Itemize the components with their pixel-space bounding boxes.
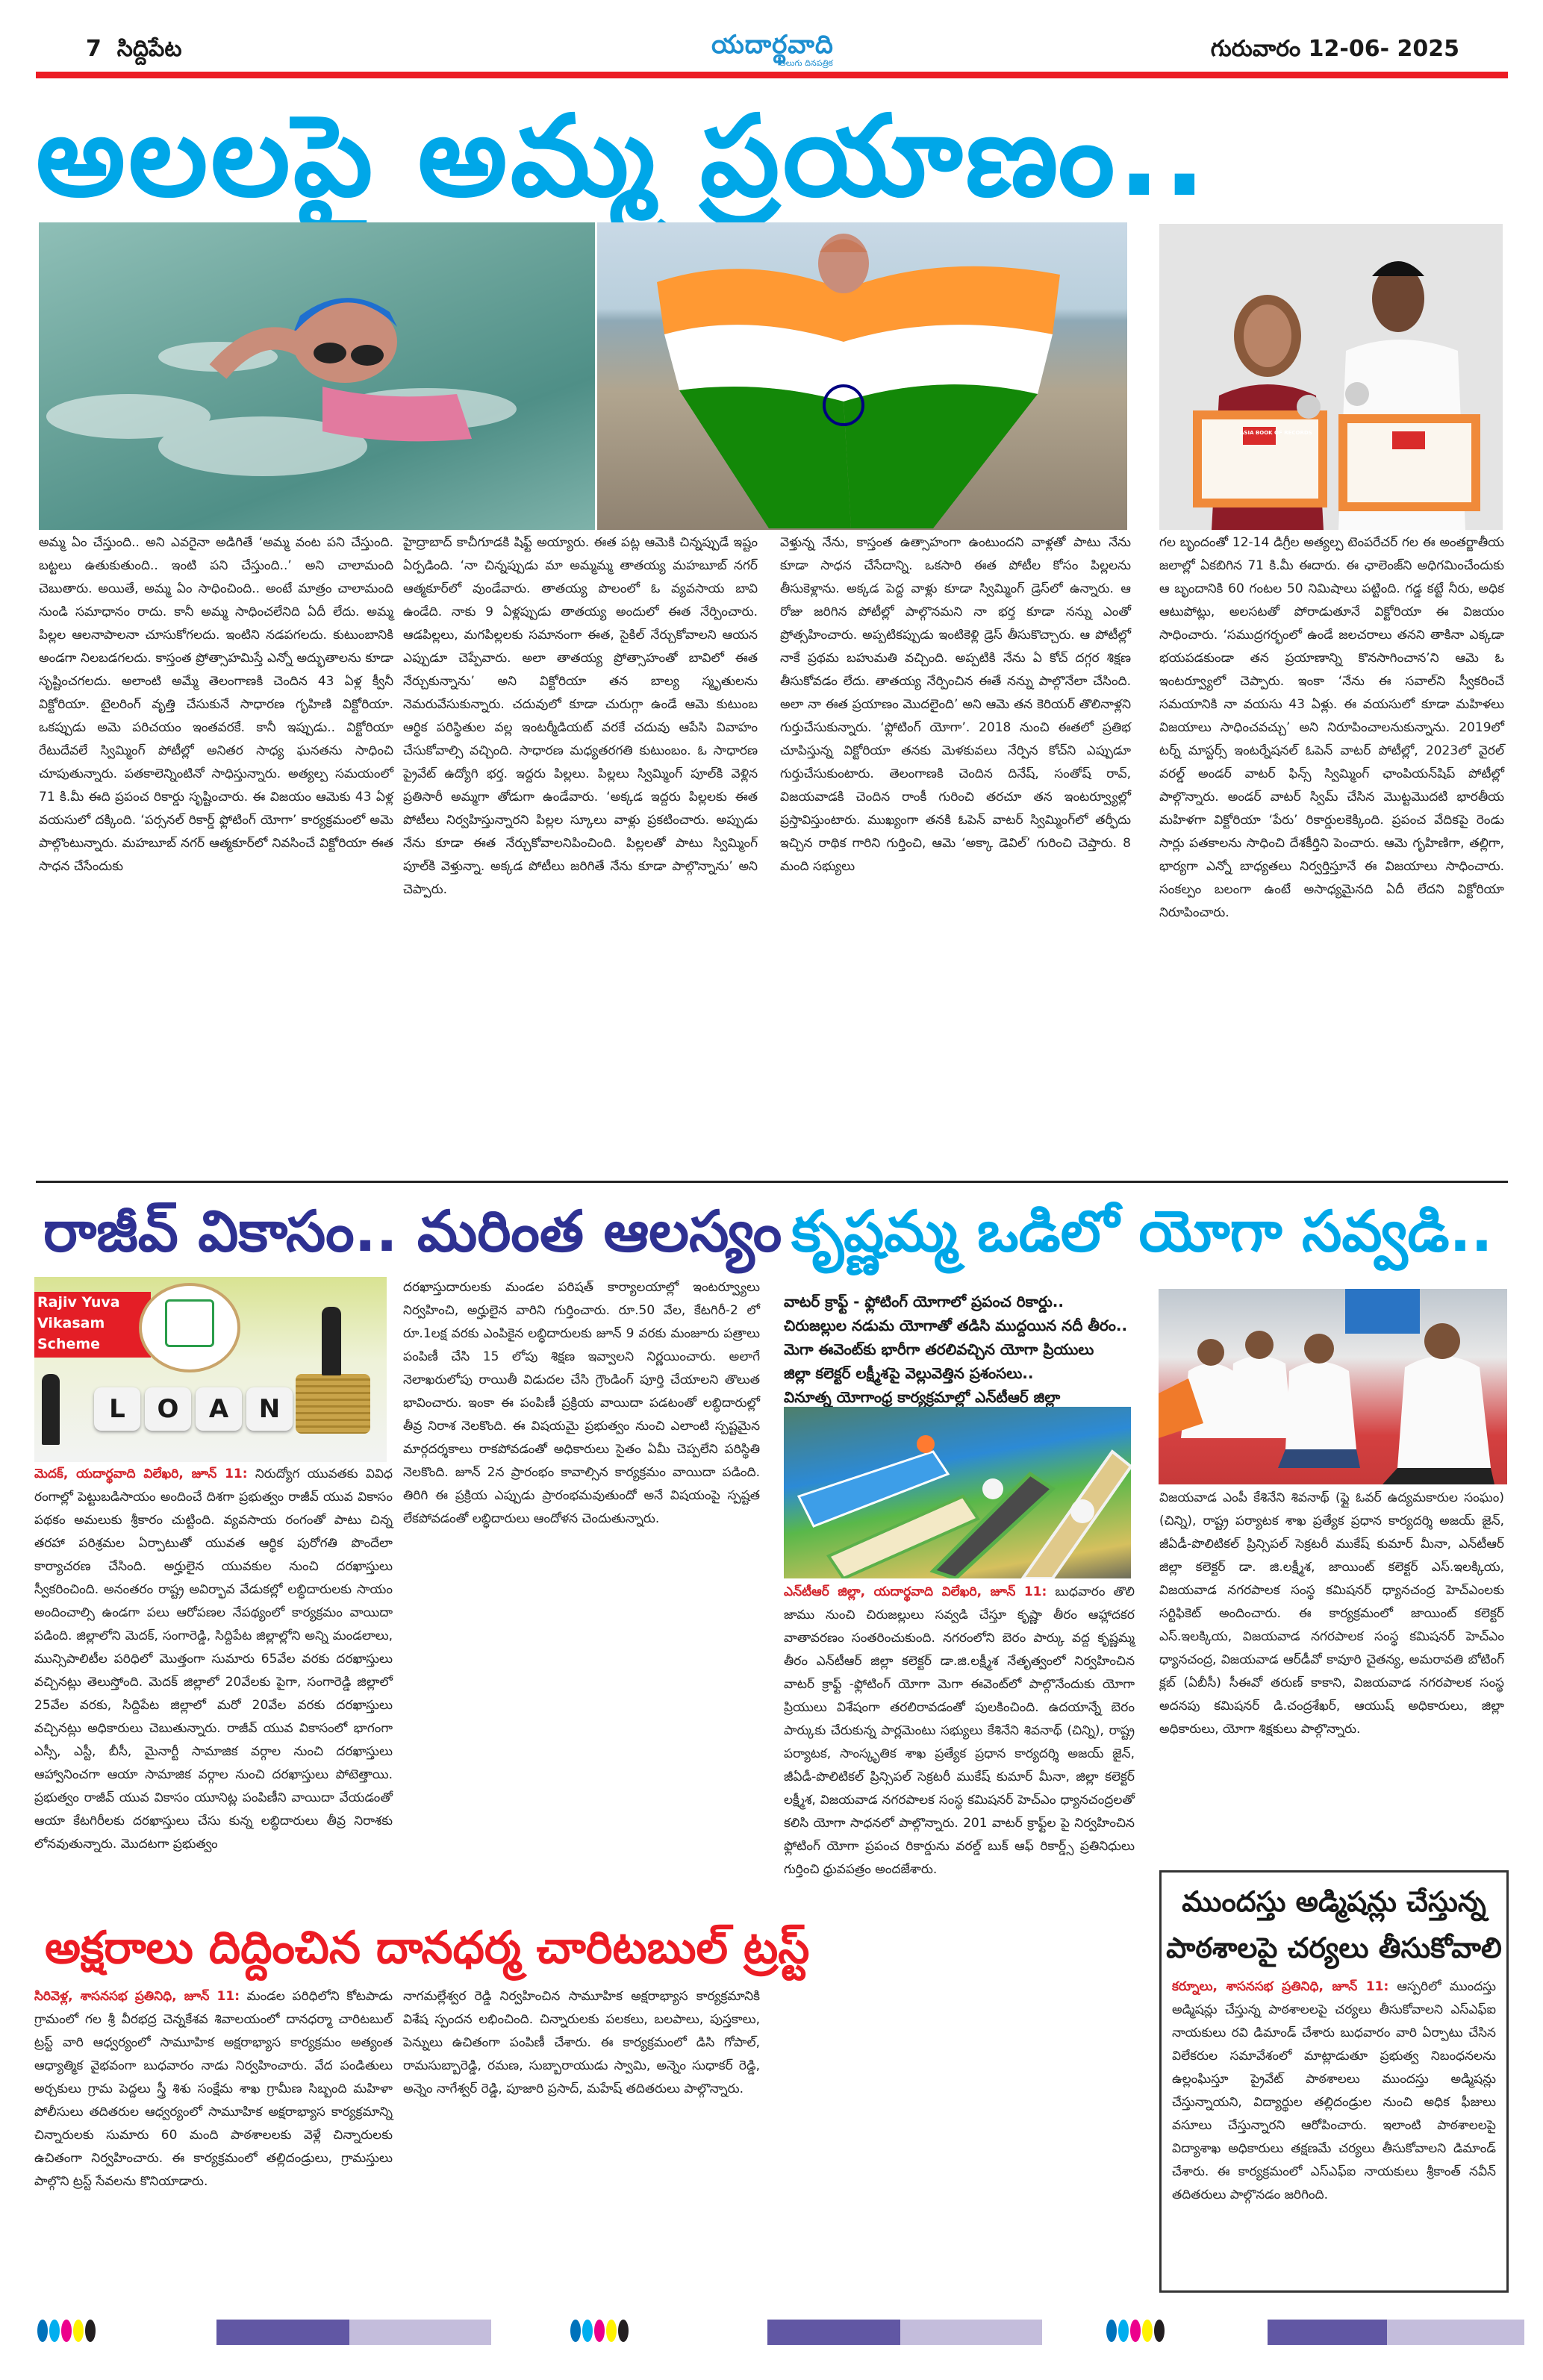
flag-illustration <box>597 222 1127 530</box>
newspaper-logo <box>676 31 870 70</box>
lead-column-4-text: గల బృందంతో 12-14 డిగ్రీల అత్యల్ప టెంపరేచర్ గల ఈ అంతర్జాతీయ జలాల్లో ఏకబిగిన 71 కి.మీ ఈదారు. ఈ ఛాలెంజ్‌ని అధిగమించేందుకు ఆ బృందానికి 60 గంటల 50 నిమిషాలు పట్టింది. గడ్డ కట్టే నీరు, అధిక ఆటుపోట్లు, అలసటతో పోరాడుతూనే విక్టోరియా ఈ విజయం సాధించారు. ‘సముద్రగర్భంలో ఉండే జలచరాలు తనని తాకినా ఎక్కడా భయపడకుండా తన ప్రయాణాన్ని కొనసాగించాన’ని ఆమె ఓ ఇంటర్వ్యూలో చెప్పారు. ఇంకా ‘నేను ఈ సవాల్‌ని స్వీకరించే సమయానికి నా వయసు 43 ఏళ్లు. ఈ వయసులో కూడా మహిళలు విజయాలు సాధించవచ్చు’ అని నిరూపించాలనుకున్నాను. 2019లో టర్న్ మాస్టర్స్ ఇంటర్నేషనల్ ఓపెన్ వాటర్ పోటీల్లో, 2023లో వైరల్ వరల్డ్ అండర్ వాటర్ ఫిన్స్ స్విమ్మింగ్ ఛాంపియన్‌షిప్ పోటీల్లో పాల్గొన్నారు. అండర్ వాటర్ స్విమ్ చేసిన మొట్టమొదటి భారతీయ మహిళగా విక్టోరియా ‘పేరు’ రికార్డులకెక్కింది. ప్రపంచ వేదికపై రెండు సార్లు పతకాలను సాధించి దేశకీర్తిని పెంచారు. ఆమె గృహిణిగా, తల్లిగా, భార్యగా ఎన్నో బాధ్యతలు నిర్వర్తిస్తూనే ఈ విజయాలు సాధించారు. సంకల్పం బలంగా ఉంటే అసాధ్యమైనది ఏదీ లేదని విక్టోరియా నిరూపించారు. <box>1159 535 1504 920</box>
page-section: సిద్దిపేట <box>116 36 182 62</box>
yoga-subhead: జిల్లా కలెక్టర్ లక్ష్మీశపై వెల్లువెత్తిన ప్రశంసలు.. <box>784 1364 1034 1382</box>
dice-letter: N <box>246 1387 293 1431</box>
scheme-banner-line-2: Vikasam <box>37 1315 105 1331</box>
dice-letter: A <box>196 1387 242 1431</box>
registration-marks <box>37 2320 96 2342</box>
logo-tagline: తెలుగు దినపత్రిక <box>779 58 833 68</box>
admissions-story-box <box>1159 1870 1509 2293</box>
loan-dice <box>94 1387 293 1431</box>
cmyk-dot <box>1118 2320 1129 2342</box>
lead-column-1 <box>39 531 393 1173</box>
swimmer-photo <box>39 222 595 530</box>
cmyk-dot <box>85 2320 96 2342</box>
scheme-banner-line-1: Rajiv Yuva <box>37 1294 120 1311</box>
businessman-figure-icon <box>322 1307 341 1375</box>
lead-column-3 <box>780 531 1131 1173</box>
yoga-column-1-text: బుధవారం తొలి జాము నుంచి చిరుజల్లులు సవ్వడి చేస్తూ కృష్ణా తీరం ఆహ్లాదకర వాతావరణం సంతరించుకుంది. నగరంలోని బెరం పార్కు వద్ద కృష్ణమ్మ తీరం ఎన్‌టీఆర్ జిల్లా కలెక్టర్ డా.జి.లక్ష్మీశ నేతృత్వంలో నిర్వహించిన వాటర్ క్రాఫ్ట్ -ఫ్లోటింగ్ యోగా మెగా ఈవెంట్‌లో పాల్గొనేందుకు యోగా ప్రియులు విశేషంగా తరలిరావడంతో పులకించింది. ఉదయాన్నే బెరం పార్కుకు చేరుకున్న పార్లమెంటు సభ్యులు కేశినేని శివనాథ్ (చిన్ని), రాష్ట్ర పర్యాటక, సాంస్కృతిక శాఖ ప్రత్యేక ప్రధాన కార్యదర్శి అజయ్ జైన్, జీఏడీ-పొలిటికల్ ప్రిన్సిపల్ సెక్రటరీ ముకేష్ కుమార్ మీనా, జిల్లా కలెక్టర్ లక్ష్మీశ, విజయవాడ నగరపాలక సంస్థ కమిషనర్ హెచ్ఎం ధ్యానచంద్రలతో కలిసి యోగా సాధనలో పాల్గొన్నారు. 201 వాటర్ క్రాఫ్ట్‌ల పై నిర్వహించిన ఫ్లోటింగ్ యోగా ప్రపంచ రికార్డును వరల్డ్ బుక్ ఆఫ్ రికార్డ్స్ ప్రతినిధులు గుర్తించి ధ్రువపత్రం అందజేశారు. <box>784 1584 1135 1877</box>
cmyk-dot <box>1142 2320 1153 2342</box>
color-bar <box>1268 2320 1524 2345</box>
lead-headline: అలలపై అమ్మ ప్రయాణం.. <box>36 92 1209 222</box>
lead-column-2-text: హైద్రాబాద్ కాచీగూడకి షిఫ్ట్ అయ్యారు. ఈత పట్ల ఆమెకి చిన్నప్పుడే ఇష్టం ఏర్పడింది. ‘నా చిన్నప్పుడు మా అమ్మమ్మ తాతయ్య మహబూబ్ నగర్ ఆత్మకూర్‌లో వుండేవారు. తాతయ్య పొలంలో ఓ వ్యవసాయ బావి ఉండేది. నాకు 9 ఏళ్లప్పుడు తాతయ్య అందులో ఈత నేర్పించారు. ఆడపిల్లలు, మగపిల్లలకు సమానంగా ఈత, సైకిల్ నేర్చుకోవాలని ఆయన ఎప్పుడూ చెప్పేవారు. అలా తాతయ్య ప్రోత్సాహంతో బావిలో ఈత నేర్చుకున్నాను’ అని విక్టోరియా తన బాల్య స్మృతులను నెమరువేసుకున్నారు. చదువులో కూడా చురుగ్గా ఉండే ఆమె కుటుంబ ఆర్థిక పరిస్థితుల వల్ల ఇంటర్మీడియట్ వరకే చదువు ఆపేసి వివాహం చేసుకోవాల్సి వచ్చింది. సాధారణ మధ్యతరగతి కుటుంబం. ఓ సాధారణ ప్రైవేట్ ఉద్యోగి భర్త. ఇద్దరు పిల్లలు. పిల్లలు స్విమ్మింగ్ పూల్‌కి వెళ్లిన ప్రతిసారీ అమ్మగా తోడుగా ఉండేవారు. ‘అక్కడ ఇద్దరు పిల్లలకు ఈత పోటీలు నిర్వహిస్తున్నారని పిల్లల స్కూలు వాళ్లు ప్రకటించారు. అప్పుడు నేను కూడా ఈత నేర్చుకోవాలనిపించింది. పిల్లలతో పాటు స్విమ్మింగ్ పూల్‌కి వెళ్తున్నా. అక్కడ పోటీలు జరిగితే నేను కూడా పాల్గొన్నాను’ అని చెప్పారు. <box>403 535 758 897</box>
scheme-banner-line-3: Scheme <box>37 1336 101 1352</box>
rajiv-column-2 <box>403 1276 760 1843</box>
page-number: 7 <box>86 36 102 62</box>
rajiv-column-1 <box>34 1463 393 1852</box>
yoga-column-1 <box>784 1581 1135 2312</box>
rajiv-dateline: మెదక్, యదార్థవాది విలేఖరి, జూన్ 11: <box>34 1467 248 1481</box>
yoga-column-2 <box>1159 1487 1504 1860</box>
lead-column-3-text: వెళ్తున్న నేను, కాస్తంత ఉత్సాహంగా ఉంటుందని వాళ్లతో పాటు నేను కూడా సాధన చేసేదాన్ని. ఒకసారి ఈత పోటీల కోసం పిల్లలను తీసుకెళ్లాను. అక్కడ పెద్ద వాళ్లు కూడా స్విమ్మింగ్ డ్రెస్‌లో ఉన్నారు. ఆ రోజు జరిగిన పోటీల్లో పాల్గొనమని నా భర్త కూడా నన్ను ఎంతో ప్రోత్సహించారు. అప్పటికప్పుడు ఇంటికెళ్లి డ్రెస్ తీసుకొచ్చారు. ఆ పోటీల్లో నాకే ప్రథమ బహుమతి వచ్చింది. అప్పటికి నేను ఏ కోచ్ దగ్గర శిక్షణ తీసుకోవడం లేదు. తాతయ్య నేర్పించిన ఈతే నన్ను పాల్గొనేలా చేసింది. అలా నా ఈత ప్రయాణం మొదలైంది’ అని ఆమె తన కెరియర్ తొలినాళ్లని గుర్తుచేసుకున్నారు. ‘ఫ్లోటింగ్ యోగా’. 2018 నుంచి ఈతలో ప్రతిభ చూపిస్తున్న విక్టోరియా తనకు మెళకువలు నేర్పిన కోచ్‌ని ఎప్పుడూ గుర్తుచేసుకుంటారు. తెలంగాణకి చెందిన దినేష్, సంతోష్ రావ్, విజయవాడకి చెందిన రాంకీ గురించి తరచూ తన ఇంటర్వ్యూల్లో ప్రస్తావిస్తుంటారు. ముఖ్యంగా తనకి ఓపెన్ వాటర్ స్విమ్మింగ్‌లో తర్ఫీదు ఇచ్చిన రాథిక గారిని గుర్తించి, ఆమె ‘అక్కా డెవిల్’ గురించి చెప్తారు. 8 మంది సభ్యులు <box>780 535 1131 874</box>
yoga-subhead: వాటర్ క్రాఫ్ట్ - ఫ్లోటింగ్ యోగాలో ప్రపంచ రికార్డు.. <box>784 1293 1064 1311</box>
certificate-label: ASIA BOOK OF RECORDS <box>1240 430 1312 436</box>
cmyk-dot <box>582 2320 593 2342</box>
color-bar <box>767 2320 1042 2345</box>
boats-yoga-photo <box>784 1407 1131 1578</box>
yoga-subhead: మెగా ఈవెంట్‌కు భారీగా తరలివచ్చిన యోగా ప్రియులు <box>784 1340 1094 1358</box>
officials-yoga-photo <box>1159 1289 1507 1484</box>
certificate-photo <box>1159 224 1503 530</box>
rajiv-headline: రాజీవ్ వికాసం.. మరింత ఆలస్యం <box>43 1198 782 1264</box>
cmyk-dot <box>61 2320 72 2342</box>
officials-illustration <box>1159 1289 1507 1484</box>
lead-column-1-text: అమ్మ ఏం చేస్తుంది.. అని ఎవరైనా అడిగితే ‘అమ్మ వంట పని చేస్తుంది. బట్టలు ఉతుకుతుంది.. ఇంటి పని చేస్తుంది..’ అని చాలామంది చెబుతారు. అయితే, అమ్మ ఏం సాధించింది.. అంటే మాత్రం చాలామంది నుండి సమాధానం రాదు. కానీ అమ్మ సాధించలేనిది ఏదీ లేదు. అమ్మ పిల్లల ఆలనాపాలనా చూసుకోగలదు. ఇంటిని నడపగలదు. కుటుంబానికి అండగా నిలబడగలదు. కాస్తంత ప్రోత్సాహమిస్తే ఎన్నో అద్భుతాలను కూడా సృష్టించగలదు. అలాంటి అమ్మే తెలంగాణకి చెందిన 43 ఏళ్ల క్వీనీ విక్టోరియా. టైలరింగ్ వృత్తి చేసుకునే సాధారణ గృహిణి విక్టోరియా. ఒకప్పుడు అమె పరిచయం ఇంతవరకే. కానీ ఇప్పుడు.. విక్టోరియా రేటుదేవలే స్విమ్మింగ్ పోటీల్లో అనితర సాధ్య ఘనతను సాధించి చూపుతున్నారు. పతకాలెన్నింటినో సాధిస్తున్నారు. అత్యల్ప సమయంలో 71 కి.మీ ఈది ప్రపంచ రికార్డు సృష్టించారు. ఈ విజయం ఆమెకు 43 ఏళ్ల వయసులో దక్కింది. ‘పర్సనల్ రికార్డ్ ఫ్లోటింగ్ యోగా’ కార్యక్రమంలో అమె పాల్గొంటున్నారు. మహబూబ్ నగర్ ఆత్మకూర్‌లో నివసించే విక్టోరియా ఈత సాధన చేసేందుకు <box>39 535 393 874</box>
registration-marks <box>1106 2320 1165 2342</box>
trust-column-2 <box>403 1985 760 2314</box>
lead-column-4 <box>1159 531 1504 1173</box>
admissions-body <box>1162 1971 1506 2211</box>
boats-illustration <box>784 1407 1131 1578</box>
rajiv-column-1-text: నిరుద్యోగ యువతకు వివిధ రంగాల్లో పెట్టుబడిసాయం అందించే దిశగా ప్రభుత్వం రాజీవ్ యువ వికాసం పథకం అమలుకు శ్రీకారం చుట్టింది. వ్యవసాయ రంగంతో పాటు చిన్న తరహా పరిశ్రమల ఏర్పాటుతో యువత ఆర్థిక పురోగతి పొందేలా కార్యాచరణ చేసింది. అర్హులైన యువకుల నుంచి దరఖాస్తులు స్వీకరించింది. అనంతరం రాష్ట్ర అవిర్భావ వేడుకల్లో లబ్ధిదారులకు సాయం అందించాల్సి ఉండగా పలు ఆరోపణల నేపథ్యంలో కార్యక్రమం వాయిదా పడింది. జిల్లాలోని మెదక్, సంగారెడ్డి, సిద్దిపేట జిల్లాల్లోని అన్ని మండలాలు, మున్సిపాలిటీల పరిధిలో మొత్తంగా సుమారు 65వేల వరకు దరఖాస్తులు వచ్చినట్లు తెలుస్తోంది. మెదక్ జిల్లాలో 20వేలకు పైగా, సంగారెడ్డి జిల్లాలో 25వేల వరకు, సిద్దిపేట జిల్లాలో మరో 20వేల వరకు దరఖాస్తులు వచ్చినట్లు అధికారులు చెబుతున్నారు. రాజీవ్ యువ వికాసంలో భాగంగా ఎస్సీ, ఎస్టీ, బీసీ, మైనార్టీ సామాజిక వర్గాల నుంచి దరఖాస్తులు ఆహ్వానించగా ఆయా సామాజిక వర్గాల నుంచి దరఖాస్తులు పోటెత్తాయి. ప్రభుత్వం రాజీవ్ యువ వికాసం యూనిట్ల పంపిణీని వాయిదా వేయడంతో ఆయా కేటగిరీలకు దరఖాస్తులు చేసు కున్న లబ్ధిదారులు తీవ్ర నిరాశకు లోనవుతున్నారు. మొదటగా ప్రభుత్వం <box>34 1467 393 1852</box>
admissions-dateline: కర్నూలు, శాసనసభ ప్రతినిధి, జూన్ 11: <box>1172 1979 1389 1994</box>
trust-headline: అక్షరాలు దిద్దించిన దానధర్మ చారిటబుల్ ట్రస్ట్ <box>45 1922 810 1974</box>
cmyk-dot <box>1130 2320 1141 2342</box>
dice-letter: L <box>94 1387 140 1431</box>
registration-marks <box>570 2320 629 2342</box>
cmyk-dot <box>49 2320 60 2342</box>
dice-letter: O <box>145 1387 191 1431</box>
businessman-figure-icon <box>42 1374 60 1445</box>
trust-dateline: సిరివెళ్ల, శాసనసభ ప్రతినిధి, జూన్ 11: <box>34 1989 240 2004</box>
admissions-headline: ముందస్తు అడ్మిషన్లు చేస్తున్న పాఠశాలపై చర్యలు తీసుకోవాలి <box>1166 1885 1502 1964</box>
yoga-column-2-text: విజయవాడ ఎంపీ కేశినేని శివనాథ్ (ఫ్లై ఓవర్ ఉద్యమకారుల సంఘం) (చిన్ని), రాష్ట్ర పర్యాటక శాఖ ప్రత్యేక ప్రధాన కార్యదర్శి అజయ్ జైన్, జీఏడీ-పొలిటికల్ ప్రిన్సిపల్ సెక్రటరీ ముకేష్ కుమార్ మీనా, ఎన్‌టీఆర్ జిల్లా కలెక్టర్ డా. జి.లక్ష్మీశ, జాయింట్ కలెక్టర్ ఎస్.ఇలక్కియ, విజయవాడ నగరపాలక సంస్థ కమిషనర్ ధ్యానచంద్ర హెచ్ఎంలకు సర్టిఫికెట్ అందించారు. ఈ కార్యక్రమంలో జాయింట్ కలెక్టర్ ఎస్.ఇలక్కియ, విజయవాడ నగరపాలక సంస్థ కమిషనర్ హెచ్ఎం ధ్యానచంద్ర, విజయవాడ ఆర్‌డీవో కావూరి చైతన్య, అమరావతి బోటింగ్ క్లబ్ (ఏబీసీ) సీఈవో తరుణ్ కాకాని, విజయవాడ నగరపాలక సంస్థ అదనపు కమిషనర్ డి.చంద్రశేఖర్, ఆయుష్ అధికారులు, జిల్లా అధికారులు, యోగా శిక్షకులు పాల్గొన్నారు. <box>1159 1490 1504 1737</box>
masthead-divider <box>36 72 1508 78</box>
yoga-headline: కృష్ణమ్మ ఒడిలో యోగా సవ్వడి.. <box>791 1198 1493 1264</box>
cmyk-dot <box>37 2320 48 2342</box>
cmyk-dot <box>73 2320 84 2342</box>
trust-column-1-text: మండల పరిధిలోని కోటపాడు గ్రామంలో గల శ్రీ వీరభద్ర చెన్నకేశవ శివాలయంలో దానధర్మా చారిటబుల్ ట్రస్ట్ వారి ఆధ్వర్యంలో సామూహిక అక్షరాభ్యాస కార్యక్రమం అత్యంత ఆధ్యాత్మిక వైభవంగా బుధవారం నాడు నిర్వహించారు. వేద పండితులు అర్చకులు గ్రామ పెద్దలు స్త్రీ శిశు సంక్షేమ శాఖ గ్రామీణ సిబ్బంది మహిళా పోలీసులు తదితరుల ఆధ్వర్యంలో సామూహిక అక్షరాభ్యాస కార్యక్రమాన్ని చిన్నారులకు సుమారు 60 మంది పాఠశాలలకు వెళ్లే చిన్నారులకు ఉచితంగా నిర్వహించారు. ఈ కార్యక్రమంలో తల్లిదండ్రులు, గ్రామస్తులు పాల్గొని ట్రస్ట్ సేవలను కొనియాడారు. <box>34 1989 393 2189</box>
trust-column-2-text: నాగమల్లేశ్వర రెడ్డి నిర్వహించిన సామూహిక అక్షరాభ్యాస కార్యక్రమానికి విశేష స్పందన లభించింది. చిన్నారులకు పలకలు, బలపాలు, పుస్తకాలు, పెన్నులు ఉచితంగా పంపిణీ చేశారు. ఈ కార్యక్రమంలో డిసి గోపాల్, రామసుబ్బారెడ్డి, రమణ, సుబ్బారాయుడు స్వామి, అన్నెం సుధాకర్ రెడ్డి, అన్నెం నాగేశ్వర్ రెడ్డి, పూజారి ప్రసాద్, మహేష్ తదితరులు పాల్గొన్నారు. <box>403 1989 760 2096</box>
cmyk-dot <box>570 2320 581 2342</box>
cmyk-dot <box>618 2320 629 2342</box>
page-number-section <box>86 36 182 67</box>
lead-column-2 <box>403 531 758 1173</box>
swimmer-illustration <box>39 222 595 530</box>
coin-stack-icon <box>296 1374 370 1434</box>
cmyk-dot <box>606 2320 617 2342</box>
logo-text: యదార్థవాది <box>711 30 834 60</box>
yoga-dateline: ఎన్‌టీఆర్ జిల్లా, యదార్థవాది విలేఖరి, జూన్ 11: <box>784 1584 1047 1599</box>
trust-column-1 <box>34 1985 393 2314</box>
flag-photo <box>597 222 1127 530</box>
admissions-body-text: ఆస్పరిలో ముందస్తు అడ్మిషన్లు చేస్తున్న పాఠశాలలపై చర్యలు తీసుకోవాలని ఎస్ఎఫ్ఐ నాయకులు రవి డిమాండ్ చేశారు బుధవారం వారి ఏర్పాటు చేసిన విలేకరుల సమావేశంలో మాట్లాడుతూ ప్రభుత్వ నిబంధనలను ఉల్లంఘిస్తూ ప్రైవేట్ పాఠశాలలు ముందస్తు అడ్మిషన్లు చేస్తున్నాయని, విద్యార్థుల తల్లిదండ్రుల నుంచి అధిక ఫీజులు వసూలు చేస్తున్నారని ఆరోపించారు. ఇలాంటి పాఠశాలలపై విద్యాశాఖ అధికారులు తక్షణమే చర్యలు తీసుకోవాలని డిమాండ్ చేశారు. ఈ కార్యక్రమంలో ఎస్ఎఫ్ఐ నాయకులు శ్రీకాంత్ నవీన్ తదితరులు పాల్గొనడం జరిగింది. <box>1172 1979 1497 2202</box>
cmyk-dot <box>594 2320 605 2342</box>
rajiv-column-2-text: దరఖాస్తుదారులకు మండల పరిషత్ కార్యాలయాల్లో ఇంటర్వ్యూలు నిర్వహించి, అర్హులైన వారిని గుర్తించారు. రూ.50 వేల, కేటగిరీ-2 లో రూ.1లక్ష వరకు ఎంపికైన లబ్ధిదారులకు జూన్ 9 వరకు మంజూరు పత్రాలు పంపిణీ చేసి 15 లోపు శిక్షణ ఇవ్వాలని నిర్ణయించారు. అలాగే నెలాఖరులోపు రాయితీ విడుదల చేసి గ్రౌండింగ్ పూర్తి చేయాలని తొలుత భావించారు. ఇంకా ఈ పంపిణీ ప్రక్రియ వాయిదా పడటంతో లబ్ధిదారుల్లో తీవ్ర నిరాశ నెలకొంది. ఈ విషయమై ప్రభుత్వం నుంచి ఎలాంటి స్పష్టమైన మార్గదర్శకాలు రాకపోవడంతో అధికారులు సైతం ఏమీ చెప్పలేని పరిస్థితి నెలకొంది. జూన్ 2న ప్రారంభం కావాల్సిన కార్యక్రమం వాయిదా పడింది. తిరిగి ఈ ప్రక్రియ ఎప్పుడు ప్రారంభమవుతుందో అనే విషయంపై స్పష్టత లేకపోవడంతో లబ్ధిదారులు ఆందోళన చెందుతున్నారు. <box>403 1280 760 1526</box>
telangana-seal-icon <box>139 1283 240 1372</box>
color-bar <box>216 2320 491 2345</box>
cmyk-dot <box>1154 2320 1165 2342</box>
certificate-illustration <box>1159 224 1503 530</box>
section-divider <box>36 1181 1508 1183</box>
yoga-subhead: వినూత్న యోగాంధ్ర కార్యక్రమాల్లో ఎన్‌టీఆర్ జిల్లా <box>784 1388 1061 1406</box>
cmyk-dot <box>1106 2320 1117 2342</box>
rajiv-yuva-vikasam-photo <box>34 1277 387 1462</box>
issue-date: గురువారం 12-06- 2025 <box>1210 36 1459 62</box>
scheme-banner <box>34 1292 151 1358</box>
yoga-subhead: చిరుజల్లుల నడుమ యోగాతో తడిసి ముద్దయిన నదీ తీరం.. <box>784 1317 1128 1334</box>
